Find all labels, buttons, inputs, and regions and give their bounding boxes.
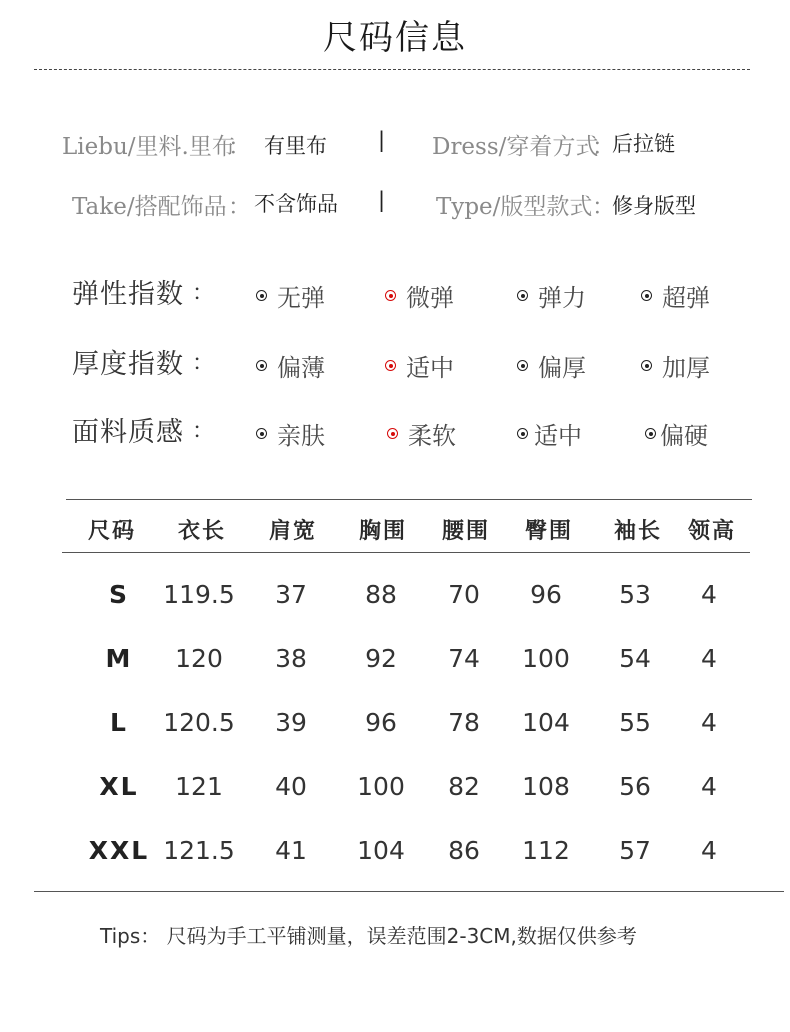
table-header-rule: [62, 552, 750, 553]
info-separator: |: [378, 188, 386, 212]
cell-collar: 4: [701, 580, 717, 609]
elasticity-option-none[interactable]: 无弹: [256, 278, 325, 313]
elasticity-colon: ：: [192, 281, 215, 306]
lining-colon: ：: [228, 134, 251, 160]
header-waist: 腰围: [441, 518, 491, 544]
table-bottom-rule: [34, 891, 784, 892]
lining-value: 有里布: [264, 134, 327, 158]
dress-colon: ：: [592, 134, 615, 160]
page-title: 尺码信息: [323, 18, 467, 58]
info-row-accessories: [0, 188, 790, 228]
radio-dot-icon: [256, 428, 267, 439]
cell-shoulder: 41: [275, 836, 307, 865]
header-shoulder: 肩宽: [268, 518, 318, 544]
radio-dot-icon: [641, 360, 652, 371]
cell-waist: 86: [448, 836, 480, 865]
type-label: Type/版型款式: [436, 194, 593, 220]
header-length: 衣长: [177, 518, 227, 544]
header-sleeve: 袖长: [613, 518, 663, 544]
thickness-colon: ：: [192, 351, 215, 376]
cell-chest: 100: [357, 772, 405, 801]
thickness-label: 厚度指数: [72, 349, 184, 380]
cell-shoulder: 38: [275, 644, 307, 673]
radio-dot-icon: [645, 428, 656, 439]
texture-option-medium[interactable]: 适中: [517, 416, 582, 451]
radio-dot-icon: [641, 290, 652, 301]
cell-hip: 108: [522, 772, 570, 801]
elasticity-option-super[interactable]: 超弹: [641, 278, 710, 313]
texture-label: 面料质感: [72, 417, 184, 448]
type-colon: ：: [592, 194, 615, 220]
cell-sleeve: 54: [619, 644, 651, 673]
cell-collar: 4: [701, 772, 717, 801]
cell-sleeve: 53: [619, 580, 651, 609]
thickness-option-thin[interactable]: 偏薄: [256, 348, 325, 383]
cell-length: 120: [175, 644, 223, 673]
elasticity-option-slight[interactable]: 微弹: [385, 278, 454, 313]
cell-length: 120.5: [163, 708, 235, 737]
lining-label: Liebu/里料.里布: [62, 134, 235, 160]
info-separator: |: [378, 128, 386, 152]
accessories-value: 不含饰品: [254, 192, 338, 216]
cell-shoulder: 40: [275, 772, 307, 801]
info-row-lining: [0, 128, 790, 168]
dress-label: Dress/穿着方式: [432, 134, 599, 160]
texture-option-soft[interactable]: 柔软: [387, 416, 456, 451]
texture-option-skin[interactable]: 亲肤: [256, 416, 325, 451]
texture-colon: ：: [192, 419, 215, 444]
cell-length: 119.5: [163, 580, 235, 609]
dress-value: 后拉链: [612, 132, 675, 156]
radio-dot-selected-icon: [385, 360, 396, 371]
cell-waist: 82: [448, 772, 480, 801]
radio-dot-selected-icon: [387, 428, 398, 439]
header-collar: 领高: [687, 518, 737, 544]
cell-length: 121: [175, 772, 223, 801]
header-size: 尺码: [87, 518, 137, 544]
cell-hip: 104: [522, 708, 570, 737]
tips-note: Tips： 尺码为手工平铺测量，误差范围2-3CM,数据仅供参考: [100, 924, 637, 948]
radio-dot-icon: [517, 290, 528, 301]
accessories-colon: ：: [228, 194, 251, 220]
cell-sleeve: 57: [619, 836, 651, 865]
cell-hip: 96: [530, 580, 562, 609]
title-divider: [34, 69, 750, 70]
cell-sleeve: 56: [619, 772, 651, 801]
cell-collar: 4: [701, 708, 717, 737]
elasticity-index-row: [0, 272, 790, 316]
cell-hip: 100: [522, 644, 570, 673]
cell-collar: 4: [701, 644, 717, 673]
radio-dot-icon: [256, 290, 267, 301]
cell-hip: 112: [522, 836, 570, 865]
thickness-option-extra[interactable]: 加厚: [641, 348, 710, 383]
cell-size: XXL: [88, 836, 150, 865]
cell-size: M: [105, 644, 133, 673]
thickness-index-row: [0, 342, 790, 386]
table-top-rule: [66, 499, 752, 500]
cell-size: L: [110, 708, 128, 737]
cell-waist: 74: [448, 644, 480, 673]
thickness-option-thick[interactable]: 偏厚: [517, 348, 586, 383]
cell-chest: 104: [357, 836, 405, 865]
cell-chest: 92: [365, 644, 397, 673]
thickness-option-medium[interactable]: 适中: [385, 348, 454, 383]
cell-waist: 70: [448, 580, 480, 609]
radio-dot-icon: [256, 360, 267, 371]
cell-waist: 78: [448, 708, 480, 737]
radio-dot-icon: [517, 360, 528, 371]
header-hip: 臀围: [524, 518, 574, 544]
cell-shoulder: 39: [275, 708, 307, 737]
elasticity-label: 弹性指数: [72, 279, 184, 310]
cell-size: XL: [99, 772, 139, 801]
radio-dot-icon: [517, 428, 528, 439]
cell-chest: 88: [365, 580, 397, 609]
cell-shoulder: 37: [275, 580, 307, 609]
cell-sleeve: 55: [619, 708, 651, 737]
radio-dot-selected-icon: [385, 290, 396, 301]
cell-size: S: [108, 580, 130, 609]
cell-chest: 96: [365, 708, 397, 737]
texture-index-row: [0, 410, 790, 454]
cell-collar: 4: [701, 836, 717, 865]
accessories-label: Take/搭配饰品: [72, 194, 227, 220]
cell-length: 121.5: [163, 836, 235, 865]
type-value: 修身版型: [612, 194, 696, 218]
texture-option-stiff[interactable]: 偏硬: [645, 416, 708, 451]
header-chest: 胸围: [358, 518, 408, 544]
elasticity-option-elastic[interactable]: 弹力: [517, 278, 586, 313]
